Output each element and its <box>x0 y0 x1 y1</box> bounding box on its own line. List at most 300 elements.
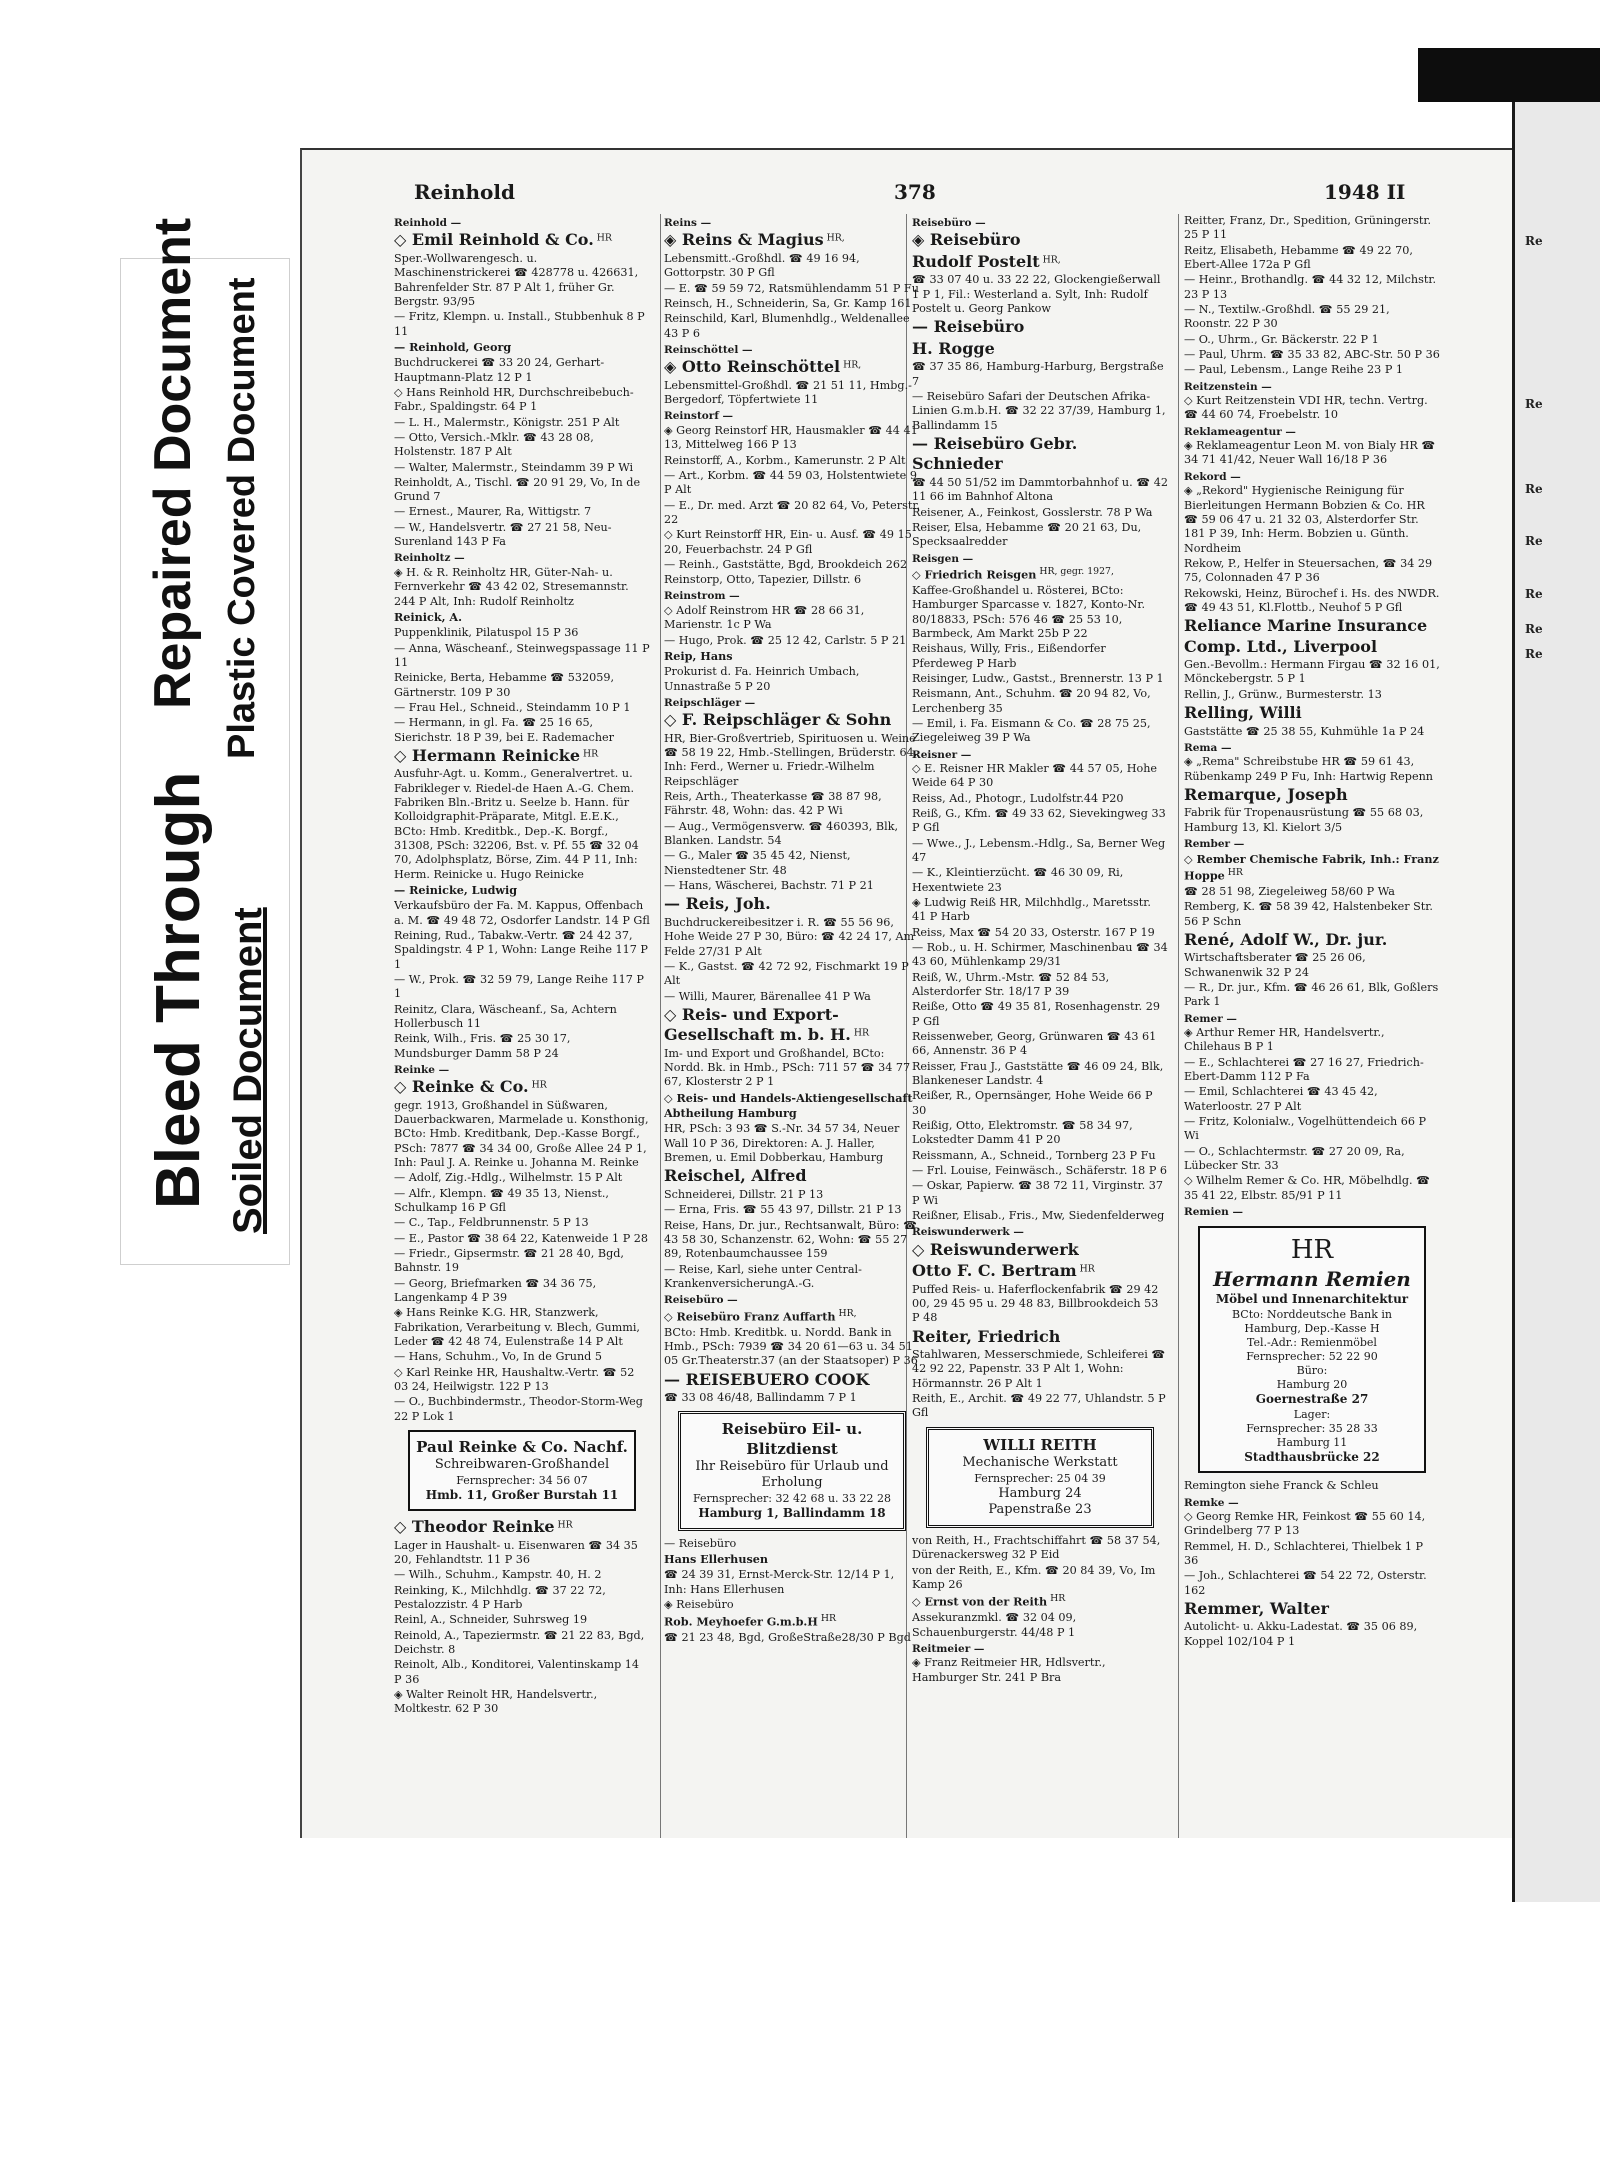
ad-line: Hmb. 11, Großer Burstah 11 <box>425 1487 619 1502</box>
entry-list <box>664 217 920 1405</box>
edge-fragment: Re <box>1525 234 1543 248</box>
section-heading: Reins — <box>664 217 712 229</box>
entry-text: Rekow, P., Helfer in Steuersachen, ☎ 34 29 75, Colonnaden 47 P 36 <box>1184 556 1433 585</box>
headword-text: — Reisebüro <box>912 317 1025 337</box>
entry-text: Reißig, Otto, Elektromstr. ☎ 58 34 97, Lokstedter Damm 41 P 20 <box>912 1118 1133 1147</box>
entry-text: Reiß, G., Kfm. ☎ 49 33 62, Sievekingweg 33 P Gfl <box>912 807 1166 835</box>
headword-text: ◇ F. Reipschläger & Sohn <box>664 710 892 730</box>
target-label-repaired: Repaired Document <box>144 217 202 709</box>
entry-headword <box>912 434 1168 475</box>
headword-text: ◇ Ernst von der Reith <box>912 1594 1048 1609</box>
entry-text: Sper.-Wollwarengesch. u. Maschinenstrickerei ☎ 428778 u. 426631, Bahrenfelder Str. 87 P Alt 1, früher Gr. Bergstr. 93/95 <box>394 251 639 308</box>
headword-text: — Reinicke, Ludwig <box>394 882 518 897</box>
entry-text: — Adolf, Zig.-Hdlg., Wilhelmstr. 15 P Alt <box>394 1171 623 1185</box>
column-3 <box>912 214 1168 1686</box>
section-heading: Reinschöttel — <box>664 343 753 356</box>
entry-headword <box>912 339 1168 359</box>
headword-text: ◈ Reins & Magius <box>664 230 824 250</box>
entry-list <box>1184 214 1440 1220</box>
entry-headword <box>912 566 1168 583</box>
entry-text: Verkaufsbüro der Fa. M. Kappus, Offenbach a. M. ☎ 49 48 72, Osdorfer Landstr. 14 P Gfl <box>394 899 650 927</box>
entry-headword <box>1184 1599 1440 1619</box>
entry-text: Ausfuhr-Agt. u. Komm., Generalvertret. u. Fabrikleger v. Riedel-de Haen A.-G. Chem. Fabriken Bln.-Britz u. Seelze b. Hann. für Kolloidgraphit-Präparate, Mitgl. E.E.K., BCto: Hmb. Kreditbk., Dep.-K. Borgf., 31308, PSch: 32206, Bst. v. Pf. 55 ☎ 32 04 70, Adolphsplatz, Börse, Zim. 44 P 11, Inh: Herm. Reinicke u. Hugo Reinicke <box>394 767 639 881</box>
entry-text: Reisener, A., Feinkost, Gosslerstr. 78 P Wa <box>912 505 1153 519</box>
ad-line: Büro: <box>1296 1364 1328 1378</box>
entry-text: Reinholdt, A., Tischl. ☎ 20 91 29, Vo, In de Grund 7 <box>394 475 641 504</box>
headword-text: H. Rogge <box>912 338 995 358</box>
entry-list <box>912 1534 1168 1685</box>
entry-headword <box>664 649 920 664</box>
register-marker: HR <box>528 1079 547 1091</box>
entry-text: — E., Dr. med. Arzt ☎ 20 82 64, Vo, Peterstr. 22 <box>664 498 920 526</box>
register-marker: HR <box>817 1613 837 1625</box>
section-heading: Rema — <box>1184 741 1232 754</box>
entry-text: — Rob., u. H. Schirmer, Maschinenbau ☎ 34 43 60, Mühlenkamp 29/31 <box>912 941 1168 969</box>
entry-text: — Hugo, Prok. ☎ 25 12 42, Carlstr. 5 P 21 <box>664 633 907 647</box>
section-heading: Rember — <box>1184 838 1245 851</box>
headword-text: — REISEBUERO COOK <box>664 1369 870 1389</box>
ad-line: Hamburg 24 <box>998 1485 1082 1501</box>
entry-text: ☎ 33 07 40 u. 33 22 22, Glockengießerwall 1 P 1, Fil.: Westerland a. Sylt, Inh: Rudolf Postelt u. Georg Pankow <box>912 273 1161 316</box>
entry-text: Buchdruckerei ☎ 33 20 24, Gerhart-Hauptmann-Platz 12 P 1 <box>394 356 605 384</box>
entry-headword <box>912 1593 1168 1610</box>
entry-headword <box>1184 616 1440 657</box>
entry-text: Reinolt, Alb., Konditorei, Valentinskamp 14 P 36 <box>394 1658 640 1686</box>
entry-text: Im- und Export und Großhandel, BCto: Nordd. Bk. in Hmb., PSch: 711 57 ☎ 34 77 67, Klosterstr 2 P 1 <box>664 1046 911 1089</box>
section-heading: Reisner — <box>912 748 972 761</box>
column-4 <box>1184 214 1440 1650</box>
entry-text: Reissenweber, Georg, Grünwaren ☎ 43 61 66, Annenstr. 36 P 4 <box>912 1029 1157 1058</box>
section-heading: Remer — <box>1184 1012 1237 1025</box>
entry-text: Reith, E., Archit. ☎ 49 22 77, Uhlandstr. 5 P Gfl <box>912 1392 1166 1420</box>
ad-line: Fernsprecher: 25 04 39 <box>974 1471 1106 1485</box>
ad-line: Fernsprecher: 34 56 07 <box>456 1473 588 1487</box>
entry-text: — K., Gastst. ☎ 42 72 92, Fischmarkt 19 P Alt <box>664 959 909 988</box>
entry-text: ◇ E. Reisner HR Makler ☎ 44 57 05, Hohe Weide 64 P 30 <box>912 762 1158 790</box>
section-heading: Reisebüro — <box>912 217 986 229</box>
entry-text: Remberg, K. ☎ 58 39 42, Halstenbeker Str. 56 P Schn <box>1184 900 1433 928</box>
entry-text: — Hermann, in gl. Fa. ☎ 25 16 65, Sierichstr. 18 P 39, bei E. Rademacher <box>394 716 614 744</box>
entry-text: — Emil, Schlachterei ☎ 43 45 42, Waterloostr. 27 P Alt <box>1184 1085 1378 1113</box>
ad-line: Tel.-Adr.: Remienmöbel <box>1247 1335 1377 1349</box>
ad-hermann-remien <box>1198 1226 1426 1474</box>
section-heading: Reinke — <box>394 1063 450 1076</box>
entry-text: ☎ 37 35 86, Hamburg-Harburg, Bergstraße 7 <box>912 360 1164 388</box>
entry-text: ☎ 24 39 31, Ernst-Merck-Str. 12/14 P 1, Inh: Hans Ellerhusen <box>664 1568 895 1596</box>
entry-headword <box>664 1613 920 1630</box>
edge-fragment: Re <box>1525 647 1543 661</box>
ad-line: Fernsprecher: 35 28 33 <box>1246 1421 1378 1435</box>
entry-text: ◈ „Rekord" Hygienische Reinigung für Bierleitungen Hermann Bobzien & Co. HR ☎ 59 06 47 u. 21 32 03, Alsterdorfer Str. 181 P 39, Inh: Herm. Bobzien u. Günth. Nordheim <box>1184 484 1425 555</box>
headword-text: ◈ Otto Reinschöttel <box>664 357 841 377</box>
entry-text: — G., Maler ☎ 35 45 42, Nienst, Nienstedtener Str. 48 <box>664 849 851 877</box>
entry-headword <box>912 252 1168 272</box>
headword-text: Rob. Meyhoefer G.m.b.H <box>664 1614 818 1629</box>
entry-text: — Reisebüro Safari der Deutschen Afrika-Linien G.m.b.H. ☎ 32 22 37/39, Hamburg 1, Ballindamm 15 <box>912 389 1166 432</box>
entry-headword <box>912 1240 1168 1260</box>
entry-text: — Anna, Wäscheanf., Steinwegspassage 11 P 11 <box>394 641 650 669</box>
scan-top-margin <box>0 0 1600 48</box>
register-marker: HR, <box>840 359 862 371</box>
headword-text: René, Adolf W., Dr. jur. <box>1184 929 1388 949</box>
register-marker: HR, <box>835 1307 857 1319</box>
headword-text: — Reinhold, Georg <box>394 339 512 354</box>
entry-text: — Georg, Briefmarken ☎ 34 36 75, Langenkamp 4 P 39 <box>394 1276 597 1305</box>
entry-text: ◇ Karl Reinke HR, Haushaltw.-Vertr. ☎ 52 03 24, Heilwigstr. 122 P 13 <box>394 1365 635 1394</box>
entry-text: Gaststätte ☎ 25 38 55, Kuhmühle 1a P 24 <box>1184 724 1425 738</box>
register-marker: HR <box>850 1027 869 1039</box>
headword-text: ◇ Friedrich Reisgen <box>912 567 1037 582</box>
column-2 <box>664 214 920 1647</box>
entry-text: Reißner, Elisab., Fris., Mw, Siedenfelderweg <box>912 1208 1165 1222</box>
section-heading: Reinhold — <box>394 217 462 229</box>
entry-text: Fabrik für Tropenausrüstung ☎ 55 68 03, Hamburg 13, Kl. Kielort 3/5 <box>1184 806 1424 834</box>
ad-line: BCto: Norddeutsche Bank in Hamburg, Dep.-Kasse H <box>1232 1307 1392 1335</box>
section-heading: Reinstrom — <box>664 590 740 603</box>
ad-title: Hermann Remien <box>1213 1266 1411 1291</box>
entry-text: Reitter, Franz, Dr., Spedition, Grüningerstr. 25 P 11 <box>1184 214 1432 242</box>
register-marker: HR <box>1076 1263 1095 1275</box>
entry-text: Reiss, Ad., Photogr., Ludolfstr.44 P20 <box>912 791 1124 805</box>
section-heading: Reipschläger — <box>664 696 756 709</box>
headword-text: Otto F. C. Bertram <box>912 1261 1077 1281</box>
entry-text: — Friedr., Gipsermstr. ☎ 21 28 40, Bgd, Bahnstr. 19 <box>394 1247 624 1275</box>
headword-text: ◇ Rember Chemische Fabrik, Inh.: Franz Hoppe <box>1184 851 1439 883</box>
ad-line: Hamburg 1, Ballindamm 18 <box>698 1506 886 1521</box>
entry-text: — L. H., Malermstr., Königstr. 251 P Alt <box>394 415 620 429</box>
entry-text: von der Reith, E., Kfm. ☎ 20 84 39, Vo, Im Kamp 26 <box>912 1563 1156 1591</box>
entry-headword <box>664 1370 920 1390</box>
entry-headword <box>912 1327 1168 1347</box>
entry-text: ◇ Kurt Reitzenstein VDI HR, techn. Vertrg. ☎ 44 60 74, Froebelstr. 10 <box>1184 394 1428 422</box>
edge-fragment: Re <box>1525 587 1543 601</box>
entry-text: Lager in Haushalt- u. Eisenwaren ☎ 34 35 20, Fehlandtstr. 11 P 36 <box>394 1538 638 1567</box>
entry-text: Reinold, A., Tapeziermstr. ☎ 21 22 83, Bgd, Deichstr. 8 <box>394 1628 645 1657</box>
entry-text: ◇ Hans Reinhold HR, Durchschreibebuch-Fabr., Spaldingstr. 64 P 1 <box>394 385 634 414</box>
entry-text: — Alfr., Klempn. ☎ 49 35 13, Nienst., Schulkamp 16 P Gfl <box>394 1186 609 1215</box>
register-marker: HR <box>1047 1593 1066 1605</box>
remien-logo-icon: HR <box>1290 1234 1334 1265</box>
headword-text: ◇ Reis- und Handels-Aktiengesellschaft Abtheilung Hamburg <box>664 1090 913 1121</box>
entry-text: — Paul, Lebensm., Lange Reihe 23 P 1 <box>1184 363 1404 377</box>
edge-fragment: Re <box>1525 397 1543 411</box>
entry-text: ◇ Adolf Reinstrom HR ☎ 28 66 31, Marienstr. 1c P Wa <box>664 603 865 632</box>
register-marker: HR <box>593 232 612 244</box>
entry-text: Kaffee-Großhandel u. Rösterei, BCto: Hamburger Sparcasse v. 1827, Konto-Nr. 80/18833, PSch: 576 46 ☎ 25 53 10, Barmbeck, Am Markt 25b P 22 <box>912 584 1146 640</box>
entry-text: Reink, Wilh., Fris. ☎ 25 30 17, Mundsburger Damm 58 P 24 <box>394 1032 571 1060</box>
section-heading: Reitmeier — <box>912 1642 985 1655</box>
entry-text: Reiser, Elsa, Hebamme ☎ 20 21 63, Du, Specksaalredder <box>912 520 1142 549</box>
headword-text: ◇ Reinke & Co. <box>394 1077 529 1097</box>
entry-text: Assekuranzmkl. ☎ 32 04 09, Schauenburgerstr. 44/48 P 1 <box>912 1611 1077 1639</box>
entry-text: Reinstorp, Otto, Tapezier, Dillstr. 6 <box>664 573 862 587</box>
entry-list <box>394 1517 650 1716</box>
entry-headword <box>394 746 650 766</box>
entry-text: Lebensmittel-Großhdl. ☎ 21 51 11, Hmbg.-Bergedorf, Töpfertwiete 11 <box>664 378 912 407</box>
entry-text: Reise, Hans, Dr. jur., Rechtsanwalt, Büro: ☎ 43 58 30, Schanzenstr. 62, Wohn: ☎ 55 27 89, Rotenbaumchaussee 159 <box>664 1218 918 1261</box>
entry-text: Puffed Reis- u. Haferflockenfabrik ☎ 29 42 00, 29 45 95 u. 29 48 83, Billbrookdeich 53 P 48 <box>912 1282 1159 1325</box>
entry-headword <box>664 710 920 730</box>
entry-text: — Emil, i. Fa. Eismann & Co. ☎ 28 75 25, Ziegeleiweg 39 P Wa <box>912 716 1151 745</box>
ad-title: Reisebüro Eil- u. Blitzdienst <box>721 1420 863 1458</box>
entry-text: Reinicke, Berta, Hebamme ☎ 532059, Gärtnerstr. 109 P 30 <box>394 671 615 699</box>
headword-text: ◇ Reis- und Export-Gesellschaft m. b. H. <box>664 1004 851 1045</box>
entry-text: ◈ Georg Reinstorf HR, Hausmakler ☎ 44 41 13, Mittelweg 166 P 13 <box>664 423 918 452</box>
entry-text: — Hans, Wäscherei, Bachstr. 71 P 21 <box>664 879 874 893</box>
entry-text: Reiße, Otto ☎ 49 35 81, Rosenhagenstr. 29 P Gfl <box>912 1000 1160 1028</box>
entry-text: — Fritz, Klempn. u. Install., Stubbenhuk 8 P 11 <box>394 310 645 338</box>
entry-text: — W., Handelsvertr. ☎ 27 21 58, Neu-Surenland 143 P Fa <box>394 520 612 549</box>
entry-text: — Otto, Versich.-Mklr. ☎ 43 28 08, Holstenstr. 187 P Alt <box>394 430 594 459</box>
ad-line: Schreibwaren-Großhandel <box>434 1457 610 1473</box>
register-marker: HR, <box>1039 254 1061 266</box>
entry-headword <box>664 230 920 250</box>
headword-text: ◇ Reiswunderwerk <box>912 1239 1079 1259</box>
entry-text: ◈ Reklameagentur Leon M. von Bialy HR ☎ 34 71 41/42, Neuer Wall 16/18 P 36 <box>1184 439 1436 467</box>
edge-fragment: Re <box>1525 622 1543 636</box>
headword-text: ◇ Emil Reinhold & Co. <box>394 230 594 250</box>
entry-text: ◈ H. & R. Reinholtz HR, Güter-Nah- u. Fernverkehr ☎ 43 42 02, Stresemannstr. 244 P Alt, Inh: Rudolf Reinholtz <box>394 565 629 608</box>
entry-text: ◈ Ludwig Reiß HR, Milchhdlg., Maretsstr. 41 P Harb <box>912 896 1151 924</box>
entry-text: — O., Uhrm., Gr. Bäckerstr. 22 P 1 <box>1184 332 1379 346</box>
ad-line: Hamburg 20 <box>1276 1378 1348 1392</box>
entry-headword <box>1184 930 1440 950</box>
entry-text: ◈ Arthur Remer HR, Handelsvertr., Chilehaus B P 1 <box>1184 1026 1385 1054</box>
entry-text: Reiß, W., Uhrm.-Mstr. ☎ 52 84 53, Alsterdorfer Str. 18/17 P 39 <box>912 970 1110 998</box>
ad-line: Lager: <box>1293 1407 1331 1421</box>
entry-text: — Willi, Maurer, Bärenallee 41 P Wa <box>664 989 871 1003</box>
entry-text: — Heinr., Brothandlg. ☎ 44 32 12, Milchstr. 23 P 13 <box>1184 273 1437 301</box>
entry-headword <box>394 1517 650 1537</box>
entry-headword <box>664 1166 920 1186</box>
entry-text: Wirtschaftsberater ☎ 25 26 06, Schwanenwik 32 P 24 <box>1184 951 1366 979</box>
entry-text: Puppenklinik, Pilatuspol 15 P 36 <box>394 626 579 640</box>
ad-reisebuero-eil <box>678 1411 906 1530</box>
column-1 <box>394 214 650 1959</box>
entry-text: Reismann, Ant., Schuhm. ☎ 20 94 82, Vo, Lerchenberg 35 <box>912 687 1151 715</box>
headword-text: Reiter, Friedrich <box>912 1326 1061 1346</box>
entry-headword <box>394 1077 650 1097</box>
headword-text: Rudolf Postelt <box>912 251 1040 271</box>
entry-text: ◈ Reisebüro <box>664 1597 734 1611</box>
entry-text: ◇ Georg Remke HR, Feinkost ☎ 55 60 14, Grindelberg 77 P 13 <box>1184 1509 1426 1538</box>
headword-text: Reinick, A. <box>394 609 462 624</box>
ad-line: Möbel und Innenarchitektur <box>1215 1292 1409 1307</box>
ad-line: Goernestraße 27 <box>1255 1392 1369 1407</box>
entry-text: Reishaus, Willy, Fris., Eißendorfer Pferdeweg P Harb <box>912 642 1106 670</box>
entry-headword <box>912 317 1168 337</box>
entry-headword <box>664 1308 920 1325</box>
entry-text: — Wilh., Schuhm., Kampstr. 40, H. 2 <box>394 1568 602 1582</box>
entry-headword <box>664 1005 920 1046</box>
section-heading: Reklameagentur — <box>1184 425 1296 438</box>
entry-text: — N., Textilw.-Großhdl. ☎ 55 29 21, Roonstr. 22 P 30 <box>1184 302 1390 331</box>
edge-fragment: Re <box>1525 534 1543 548</box>
entry-text: Reisinger, Ludw., Gastst., Brennerstr. 13 P 1 <box>912 671 1164 685</box>
entry-text: — K., Kleintierzücht. ☎ 46 30 09, Ri, Hexentwiete 23 <box>912 866 1124 894</box>
entry-headword <box>664 1091 920 1122</box>
directory-page <box>300 148 1512 1838</box>
entry-text: — Aug., Vermögensverw. ☎ 460393, Blk, Blanken. Landstr. 54 <box>664 819 899 848</box>
column-rule <box>660 214 661 1894</box>
ad-line: Mechanische Werkstatt <box>962 1454 1118 1470</box>
section-heading: Reiswunderwerk — <box>912 1226 1024 1239</box>
entry-list <box>912 217 1168 1421</box>
headword-text: ◇ Theodor Reinke <box>394 1517 555 1537</box>
entry-text: — Walter, Malermstr., Steindamm 39 P Wi <box>394 460 634 474</box>
entry-headword <box>1184 785 1440 805</box>
entry-headword <box>1184 852 1440 884</box>
entry-text: — Reinh., Gaststätte, Bgd, Brookdeich 262 <box>664 557 908 571</box>
entry-text: Reitz, Elisabeth, Hebamme ☎ 49 22 70, Ebert-Allee 172a P Gfl <box>1184 243 1413 271</box>
entry-text: Stahlwaren, Messerschmiede, Schleiferei ☎ 42 92 22, Papenstr. 33 P Alt 1, Wohn: Hörmannstr. 26 P Alt 1 <box>912 1348 1166 1390</box>
headword-text: Reliance Marine Insurance Comp. Ltd., Liverpool <box>1184 616 1428 656</box>
entry-text: — Ernest., Maurer, Ra, Wittigstr. 7 <box>394 505 592 519</box>
headword-text: — Reisebüro Gebr. Schnieder <box>912 433 1078 474</box>
scan-dark-corner <box>1418 48 1600 102</box>
section-heading: Rekord — <box>1184 470 1241 483</box>
entry-text: Prokurist d. Fa. Heinrich Umbach, Unnastraße 5 P 20 <box>664 665 860 693</box>
target-card <box>120 217 290 1265</box>
ad-line: Ihr Reisebüro für Urlaub und Erholung <box>695 1458 889 1491</box>
section-heading: Remke — <box>1184 1496 1239 1509</box>
register-marker: HR <box>554 1519 573 1531</box>
entry-text: — E., Pastor ☎ 38 64 22, Katenweide 1 P 28 <box>394 1231 649 1245</box>
section-heading: Reinholtz — <box>394 552 465 565</box>
running-head: Reinhold <box>414 180 515 204</box>
entry-text: — C., Tap., Feldbrunnenstr. 5 P 13 <box>394 1216 589 1230</box>
entry-headword <box>912 230 1168 250</box>
entry-text: HR, Bier-Großvertrieb, Spirituosen u. Weine ☎ 58 19 22, Hmb.-Stellingen, Brüderstr. 64, Inh: Ferd., Werner u. Friedr.-Wilhelm Reipschläger <box>664 731 918 788</box>
entry-text: ☎ 21 23 48, Bgd, GroßeStraße28/30 P Bgd <box>664 1631 911 1645</box>
entry-text: Reis, Arth., Theaterkasse ☎ 38 87 98, Fährstr. 48, Wohn: das. 42 P Wi <box>664 790 882 818</box>
entry-text: Gen.-Bevollm.: Hermann Firgau ☎ 32 16 01, Mönckebergstr. 5 P 1 <box>1184 658 1440 686</box>
headword-text: Remarque, Joseph <box>1184 785 1348 804</box>
section-heading: Reisebüro — <box>664 1294 738 1307</box>
section-heading: Reitzenstein — <box>1184 380 1272 393</box>
target-label-soiled: Soiled Document <box>226 907 270 1234</box>
entry-text: — Joh., Schlachterei ☎ 54 22 72, Osterstr. 162 <box>1184 1569 1427 1597</box>
entry-headword <box>664 1552 920 1567</box>
entry-text: Reißer, R., Opernsänger, Hohe Weide 66 P 30 <box>912 1089 1153 1117</box>
entry-text: ◇ Kurt Reinstorff HR, Ein- u. Ausf. ☎ 49 15 20, Feuerbachstr. 24 P Gfl <box>664 528 912 556</box>
ad-title: WILLI REITH <box>983 1435 1097 1454</box>
ad-line: Papenstraße 23 <box>988 1502 1092 1518</box>
entry-text: Reinking, K., Milchhdlg. ☎ 37 22 72, Pestalozzistr. 4 P Harb <box>394 1583 606 1612</box>
headword-text: — Reis, Joh. <box>664 894 771 914</box>
section-heading: Reisgen — <box>912 552 974 565</box>
ad-line: Stadthausbrücke 22 <box>1244 1449 1380 1464</box>
entry-text: — O., Schlachtermstr. ☎ 27 20 09, Ra, Lübecker Str. 33 <box>1184 1144 1405 1173</box>
entry-text: Buchdruckereibesitzer i. R. ☎ 55 56 96, Hohe Weide 27 P 30, Büro: ☎ 42 24 17, Am Felde 27/31 P Alt <box>664 915 915 958</box>
entry-list <box>664 1537 920 1646</box>
entry-text: Reinitz, Clara, Wäscheanf., Sa, Achtern Hollerbusch 11 <box>394 1002 617 1030</box>
entry-text: — Erna, Fris. ☎ 55 43 97, Dillstr. 21 P 13 <box>664 1203 902 1217</box>
entry-headword <box>394 610 650 625</box>
entry-text: Remmel, H. D., Schlachterei, Thielbek 1 P 36 <box>1184 1539 1424 1567</box>
headword-text: Reischel, Alfred <box>664 1166 807 1186</box>
entry-text: — Oskar, Papierw. ☎ 38 72 11, Virginstr. 37 P Wi <box>912 1179 1163 1207</box>
year-volume: 1948 II <box>1324 180 1406 204</box>
headword-text: Hans Ellerhusen <box>664 1551 769 1566</box>
entry-text: Reiss, Max ☎ 54 20 33, Osterstr. 167 P 19 <box>912 925 1155 939</box>
entry-text: Reissmann, A., Schneid., Tornberg 23 P Fu <box>912 1148 1156 1162</box>
entry-text: Reinschild, Karl, Blumenhdlg., Weldenallee 43 P 6 <box>664 312 910 340</box>
register-marker: HR, <box>823 232 845 244</box>
entry-text: BCto: Hmb. Kreditbk. u. Nordd. Bank in Hmb., PSch: 7939 ☎ 34 20 61—63 u. 34 51 05 Gr.Theaterstr.37 (an der Staatsoper) P 36 <box>664 1325 918 1368</box>
entry-text: — R., Dr. jur., Kfm. ☎ 46 26 61, Blk, Goßlers Park 1 <box>1184 981 1439 1009</box>
entry-text: — Fritz, Kolonialw., Vogelhüttendeich 66 P Wi <box>1184 1115 1427 1143</box>
entry-text: ◈ „Rema" Schreibstube HR ☎ 59 61 43, Rübenkamp 249 P Fu, Inh: Hartwig Repenn <box>1184 755 1433 783</box>
entry-text: ◈ Hans Reinke K.G. HR, Stanzwerk, Fabrikation, Verarbeitung v. Blech, Gummi, Leder ☎ 42 48 74, Eulenstraße 14 P Alt <box>394 1306 640 1349</box>
entry-text: ☎ 28 51 98, Ziegeleiweg 58/60 P Wa <box>1184 884 1395 898</box>
entry-text: Reisser, Frau J., Gaststätte ☎ 46 09 24, Blk, Blankeneser Landstr. 4 <box>912 1059 1164 1087</box>
scan-bottom-margin <box>300 1838 1512 2177</box>
adjacent-page-edge <box>1512 102 1600 1902</box>
entry-text: — Reisebüro <box>664 1536 737 1550</box>
column-rule <box>1178 214 1179 1894</box>
register-marker: HR <box>580 748 599 760</box>
entry-text: Autolicht- u. Akku-Ladestat. ☎ 35 06 89, Koppel 102/104 P 1 <box>1184 1620 1418 1648</box>
headword-text: ◇ Hermann Reinicke <box>394 745 581 765</box>
ad-title: Paul Reinke & Co. Nachf. <box>416 1438 628 1456</box>
entry-text: — E. ☎ 59 59 72, Ratsmühlendamm 51 P Fu <box>664 281 919 295</box>
entry-text: Lebensmitt.-Großhdl. ☎ 49 16 94, Gottorpstr. 30 P Gfl <box>664 251 860 280</box>
entry-headword <box>912 1261 1168 1281</box>
ad-line: Hamburg 11 <box>1276 1435 1348 1449</box>
entry-text: — Paul, Uhrm. ☎ 35 33 82, ABC-Str. 50 P 36 <box>1184 347 1440 361</box>
entry-text: Reinl, A., Schneider, Suhrsweg 19 <box>394 1613 588 1627</box>
entry-text: — W., Prok. ☎ 32 59 79, Lange Reihe 117 P 1 <box>394 972 644 1001</box>
ad-willi-reith <box>926 1427 1154 1528</box>
target-label-plastic: Plastic Covered Document <box>221 277 263 759</box>
entry-text: — O., Buchbindermstr., Theodor-Storm-Weg 22 P Lok 1 <box>394 1395 643 1423</box>
register-marker: HR, gegr. 1927, <box>1036 565 1114 577</box>
entry-text: gegr. 1913, Großhandel in Süßwaren, Dauerbackwaren, Marmelade u. Konsthonig, BCto: Hmb. Kreditbank, Dep.-Kasse Borgf., PSch: 7877 ☎ 34 34 00, Große Allee 24 P 1, Inh: Paul J. A. Reinke u. Johanna M. Reinke <box>394 1098 649 1170</box>
headword-text: Reip, Hans <box>664 648 733 663</box>
entry-headword <box>394 230 650 250</box>
entry-text: Reinsch, H., Schneiderin, Sa, Gr. Kamp 161 <box>664 296 912 310</box>
entry-text: ◇ Wilhelm Remer & Co. HR, Möbelhdlg. ☎ 35 41 22, Elbstr. 85/91 P 11 <box>1184 1174 1431 1202</box>
entry-text: — Frau Hel., Schneid., Steindamm 10 P 1 <box>394 700 631 714</box>
entry-headword <box>664 357 920 377</box>
entry-headword <box>1184 703 1440 723</box>
entry-text: ◈ Walter Reinolt HR, Handelsvertr., Moltkestr. 62 P 30 <box>394 1688 598 1716</box>
entry-text: Reinstorff, A., Korbm., Kamerunstr. 2 P Alt <box>664 453 906 467</box>
entry-text: Rekowski, Heinz, Bürochef i. Hs. des NWDR. ☎ 49 43 51, Kl.Flottb., Neuhof 5 P Gfl <box>1184 586 1440 614</box>
entry-text: Rellin, J., Grünw., Burmesterstr. 13 <box>1184 687 1382 701</box>
entry-headword <box>394 883 650 898</box>
ad-paul-reinke <box>408 1430 636 1511</box>
ad-line: Fernsprecher: 52 22 90 <box>1246 1349 1378 1363</box>
entry-text: — E., Schlachterei ☎ 27 16 27, Friedrich-Ebert-Damm 112 P Fa <box>1184 1055 1424 1084</box>
entry-text: — Frl. Louise, Feinwäsch., Schäferstr. 18 P 6 <box>912 1163 1168 1177</box>
headword-text: Remmer, Walter <box>1184 1598 1329 1618</box>
entry-list <box>1184 1479 1440 1649</box>
headword-text: Relling, Willi <box>1184 703 1302 723</box>
edge-fragment: Re <box>1525 482 1543 496</box>
entry-headword <box>394 340 650 355</box>
entry-text: — Wwe., J., Lebensm.-Hdlg., Sa, Berner Weg 47 <box>912 836 1166 865</box>
headword-text: ◇ Reisebüro Franz Auffarth <box>664 1309 836 1324</box>
entry-text: HR, PSch: 3 93 ☎ S.-Nr. 34 57 34, Neuer Wall 10 P 36, Direktoren: A. J. Haller, Bremen, u. Emil Dobberkau, Hamburg <box>664 1122 900 1165</box>
target-label-bleed: Bleed Through <box>144 771 213 1209</box>
entry-text: Reining, Rud., Tabakw.-Vertr. ☎ 24 42 37, Spaldingstr. 4 P 1, Wohn: Lange Reihe 117 P 1 <box>394 928 648 971</box>
section-heading: Reinstorf — <box>664 410 733 423</box>
entry-text: — Reise, Karl, siehe unter Central-KrankenversicherungA.-G. <box>664 1262 862 1290</box>
entry-text: ☎ 44 50 51/52 im Dammtorbahnhof u. ☎ 42 11 66 im Bahnhof Altona <box>912 475 1168 504</box>
entry-text: ☎ 33 08 46/48, Ballindamm 7 P 1 <box>664 1391 857 1405</box>
